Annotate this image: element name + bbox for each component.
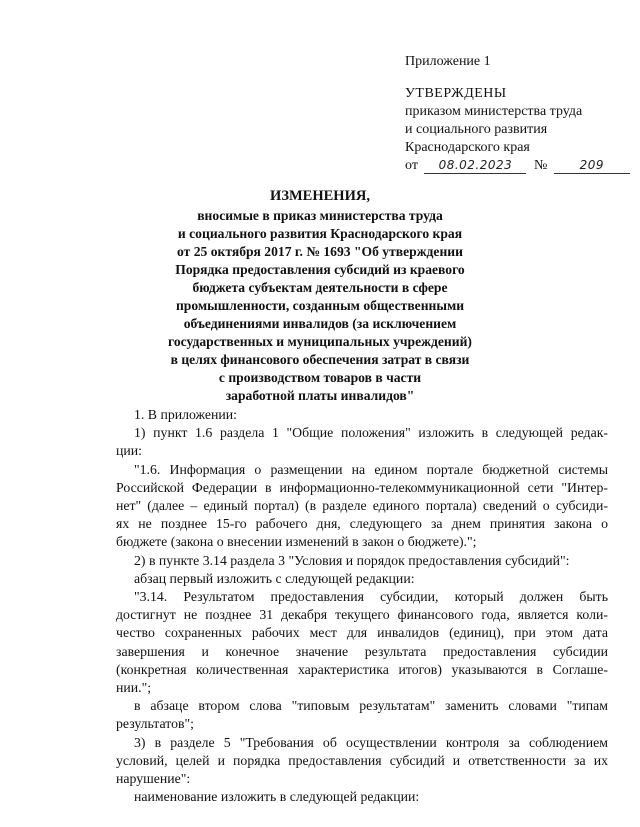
body-line: ции: xyxy=(116,443,142,459)
subtitle-line: от 25 октября 2017 г. № 1693 "Об утверждении xyxy=(177,244,463,259)
subtitle-line: и социального развития Краснодарского края xyxy=(177,226,463,241)
subtitle-line: с производством товаров в части xyxy=(218,370,422,385)
body-line: 1. В приложении: xyxy=(134,407,238,422)
appendix-label: Приложение 1 xyxy=(405,54,491,69)
body-line: нарушение": xyxy=(116,771,191,787)
document-title: ИЗМЕНЕНИЯ, xyxy=(270,188,370,204)
subtitle-line: Порядка предоставления субсидий из краевого xyxy=(175,262,465,277)
body-line: результатов"; xyxy=(116,716,194,732)
body-line: Российской Федерации в информационно-телекоммуникационной сети "Интер- xyxy=(116,479,608,495)
subtitle-line: в целях финансового обеспечения затрат в связи xyxy=(170,352,470,367)
body-line: ях не позднее 15-го рабочего дня, следующего за днем принятия закона о xyxy=(116,516,608,532)
approved-line: Краснодарского края xyxy=(405,140,530,155)
body-line: "1.6. Информация о размещении на едином портале бюджетной системы xyxy=(134,461,608,477)
body-line: условий, целей и порядка предоставления субсидий и ответственности за их xyxy=(116,752,608,768)
body-line: 3) в разделе 5 "Требования об осуществлении контроля за соблюдением xyxy=(134,734,608,750)
subtitle-line: заработной платы инвалидов" xyxy=(225,388,415,403)
body-line: наименование изложить в следующей редакции: xyxy=(134,789,420,805)
approved-line: приказом министерства труда xyxy=(405,104,583,119)
handwritten-order-date: 08.02.2023 xyxy=(424,158,526,174)
approved-caption: УТВЕРЖДЕНЫ xyxy=(405,86,507,101)
body-line: нии."; xyxy=(116,680,152,696)
subtitle-line: вносимые в приказ министерства труда xyxy=(197,208,443,223)
body-line: (конкретная количественная характеристика итогов) указываются в Соглаше- xyxy=(116,661,608,677)
handwritten-order-number: 209 xyxy=(554,158,630,174)
body-line: 2) в пункте 3.14 раздела 3 "Условия и порядок предоставления субсидий": xyxy=(134,552,570,568)
approval-block xyxy=(405,85,620,175)
approved-line: и социального развития xyxy=(405,122,548,137)
body-line: чество сохраненных рабочих мест для инвалидов (единиц), при этом дата xyxy=(116,625,608,641)
order-prefix: от xyxy=(405,158,418,173)
subtitle-line: государственных и муниципальных учреждений) xyxy=(168,334,472,349)
body-line: достигнут не позднее 31 декабря текущего финансового года, является коли- xyxy=(116,607,608,623)
body-line: 1) пункт 1.6 раздела 1 "Общие положения" изложить в следующей редак- xyxy=(134,425,608,441)
body-line: абзац первый изложить с следующей редакции: xyxy=(134,570,415,586)
subtitle-line: бюджета субъектам деятельности в сфере xyxy=(192,280,448,295)
body-line: нет" (далее – единый портал) (в разделе единого портала) сведений о субсиди- xyxy=(116,498,608,514)
document-body xyxy=(116,406,608,806)
order-number-sign: № xyxy=(533,158,548,173)
body-line: бюджете (закона о внесении изменений в закон о бюджете)."; xyxy=(116,534,477,550)
body-line: в абзаце втором слова "типовым результатам" заменить словами "типам xyxy=(134,698,608,714)
order-line xyxy=(405,157,620,175)
document-subtitle xyxy=(140,207,500,405)
body-line: завершения и конечное значение результата предоставления субсидии xyxy=(116,643,608,659)
subtitle-line: объединениями инвалидов (за исключением xyxy=(183,316,457,331)
subtitle-line: промышленности, созданным общественными xyxy=(175,298,465,313)
body-line: "3.14. Результатом предоставления субсидии, который должен быть xyxy=(134,589,608,605)
